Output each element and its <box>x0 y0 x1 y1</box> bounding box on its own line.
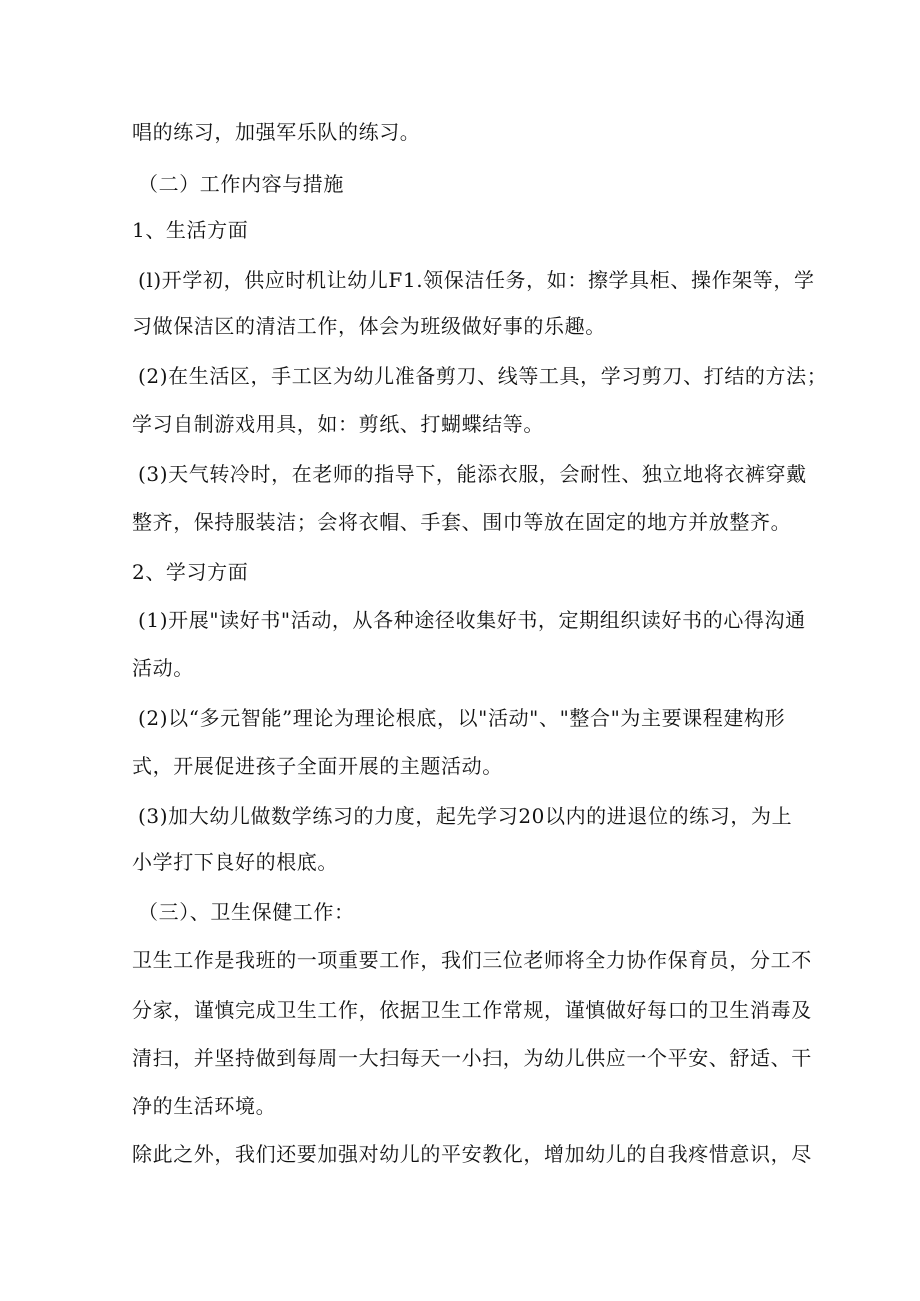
text-line: 式，开展促进孩子全面开展的主题活动。 <box>132 754 503 778</box>
text-line: 习做保洁区的清洁工作，体会为班级做好事的乐趣。 <box>132 314 606 338</box>
subsection-heading-study: 2、学习方面 <box>132 560 249 584</box>
text-line: 小学打下良好的根底。 <box>132 850 338 874</box>
text-line: 分家，谨慎完成卫生工作，依据卫生工作常规，谨慎做好每口的卫生消毒及 <box>132 998 812 1022</box>
text-line: (2)在生活区，手工区为幼儿准备剪刀、线等工具，学习剪刀、打结的方法； <box>138 364 828 388</box>
text-line: (2)以“多元智能”理论为理论根底，以"活动"、"整合"为主要课程建构形 <box>138 706 786 730</box>
text-line: 清扫，并坚持做到每周一大扫每天一小扫，为幼儿供应一个平安、舒适、干 <box>132 1046 812 1070</box>
text-line: 净的生活环境。 <box>132 1094 277 1118</box>
subsection-heading-life: 1、生活方面 <box>132 218 249 242</box>
text-line: 学习自制游戏用具，如：剪纸、打蝴蝶结等。 <box>132 412 544 436</box>
section-heading-3: （三）、卫生保健工作： <box>138 900 355 924</box>
text-line: (3)加大幼儿做数学练习的力度，起先学习20以内的进退位的练习，为上 <box>138 804 793 828</box>
section-heading-2: （二）工作内容与措施 <box>138 172 344 196</box>
text-line: 除此之外，我们还要加强对幼儿的平安教化，增加幼儿的自我疼惜意识，尽 <box>132 1142 812 1166</box>
text-line: 卫生工作是我班的一项重要工作，我们三位老师将全力协作保育员，分工不 <box>132 948 812 972</box>
text-line: (l)开学初，供应时机让幼儿F1.领保洁任务，如：擦学具柜、操作架等，学 <box>138 268 815 292</box>
text-line: 活动。 <box>132 656 194 680</box>
text-line: 整齐，保持服装洁；会将衣帽、手套、围巾等放在固定的地方并放整齐。 <box>132 510 792 534</box>
text-line: 唱的练习，加强军乐队的练习。 <box>132 120 421 144</box>
text-line: (3)天气转冷时，在老师的指导下，能添衣服，会耐性、独立地将衣裤穿戴 <box>138 462 807 486</box>
text-line: (1)开展"读好书"活动，从各种途径收集好书，定期组织读好书的心得沟通 <box>138 608 806 632</box>
